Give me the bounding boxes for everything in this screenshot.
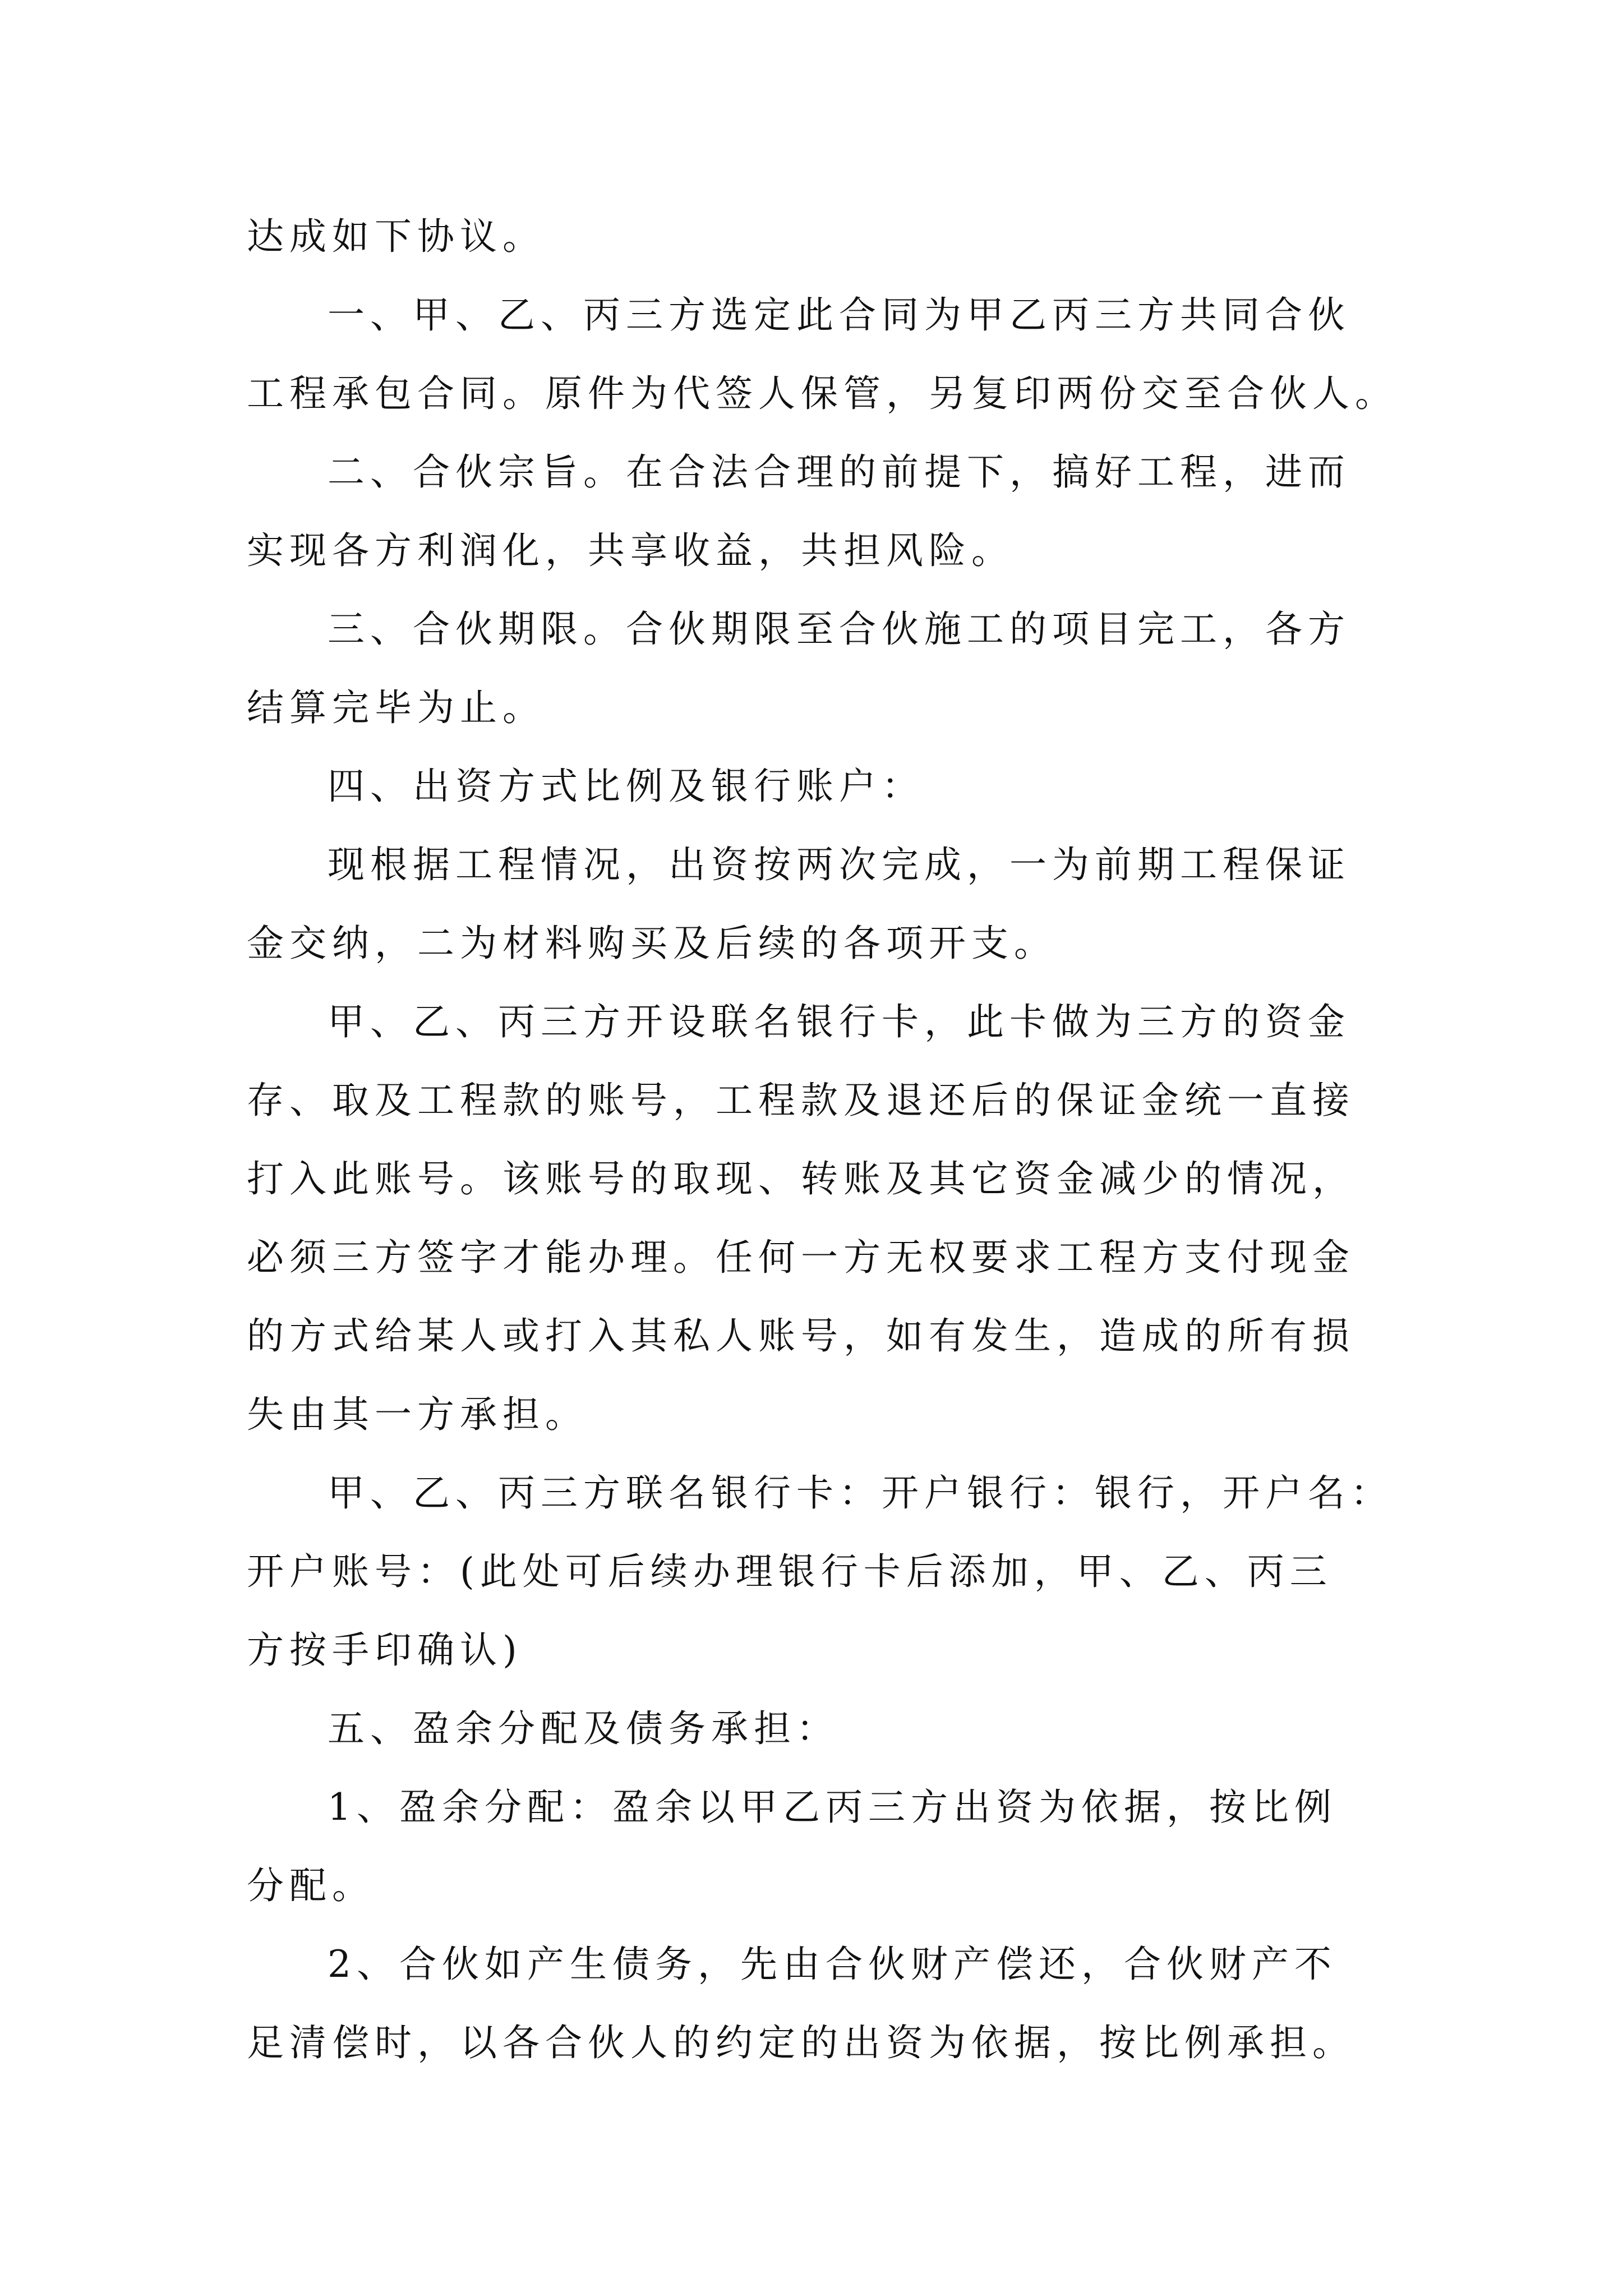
text-line: 甲、乙、丙三方开设联名银行卡，此卡做为三方的资金 [328, 1000, 1350, 1043]
text-line: 一、甲、乙、丙三方选定此合同为甲乙丙三方共同合伙 [328, 293, 1350, 337]
text-line: 1、盈余分配：盈余以甲乙丙三方出资为依据，按比例 [328, 1786, 1337, 1829]
text-line: 存、取及工程款的账号，工程款及退还后的保证金统一直接 [247, 1079, 1355, 1122]
text-line: 金交纳，二为材料购买及后续的各项开支。 [247, 922, 1057, 965]
text-line: 工程承包合同。原件为代签人保管，另复印两份交至合伙人。 [247, 372, 1398, 415]
text-line: 分配。 [247, 1864, 375, 1907]
text-line: 现根据工程情况，出资按两次完成，一为前期工程保证 [328, 843, 1350, 886]
text-line: 三、合伙期限。合伙期限至合伙施工的项目完工，各方 [328, 608, 1350, 651]
text-line: 甲、乙、丙三方联名银行卡：开户银行：银行，开户名： [328, 1471, 1393, 1515]
text-line: 结算完毕为止。 [247, 686, 545, 729]
text-line: 开户账号：(此处可后续办理银行卡后添加，甲、乙、丙三 [247, 1550, 1332, 1593]
text-line: 四、出资方式比例及银行账户： [328, 765, 924, 808]
text-line: 必须三方签字才能办理。任何一方无权要求工程方支付现金 [247, 1236, 1355, 1279]
text-line: 方按手印确认) [247, 1628, 523, 1672]
text-line: 失由其一方承担。 [247, 1393, 588, 1436]
text-line: 打入此账号。该账号的取现、转账及其它资金减少的情况， [247, 1157, 1355, 1200]
text-line: 足清偿时，以各合伙人的约定的出资为依据，按比例承担。 [247, 2021, 1355, 2064]
text-line: 五、盈余分配及债务承担： [328, 1707, 839, 1750]
text-line: 二、合伙宗旨。在合法合理的前提下，搞好工程，进而 [328, 450, 1350, 494]
text-line: 2、合伙如产生债务，先由合伙财产偿还，合伙财产不 [328, 1943, 1337, 1986]
text-line: 实现各方利润化，共享收益，共担风险。 [247, 529, 1014, 572]
text-line: 达成如下协议。 [247, 215, 545, 258]
text-line: 的方式给某人或打入其私人账号，如有发生，造成的所有损 [247, 1314, 1355, 1358]
